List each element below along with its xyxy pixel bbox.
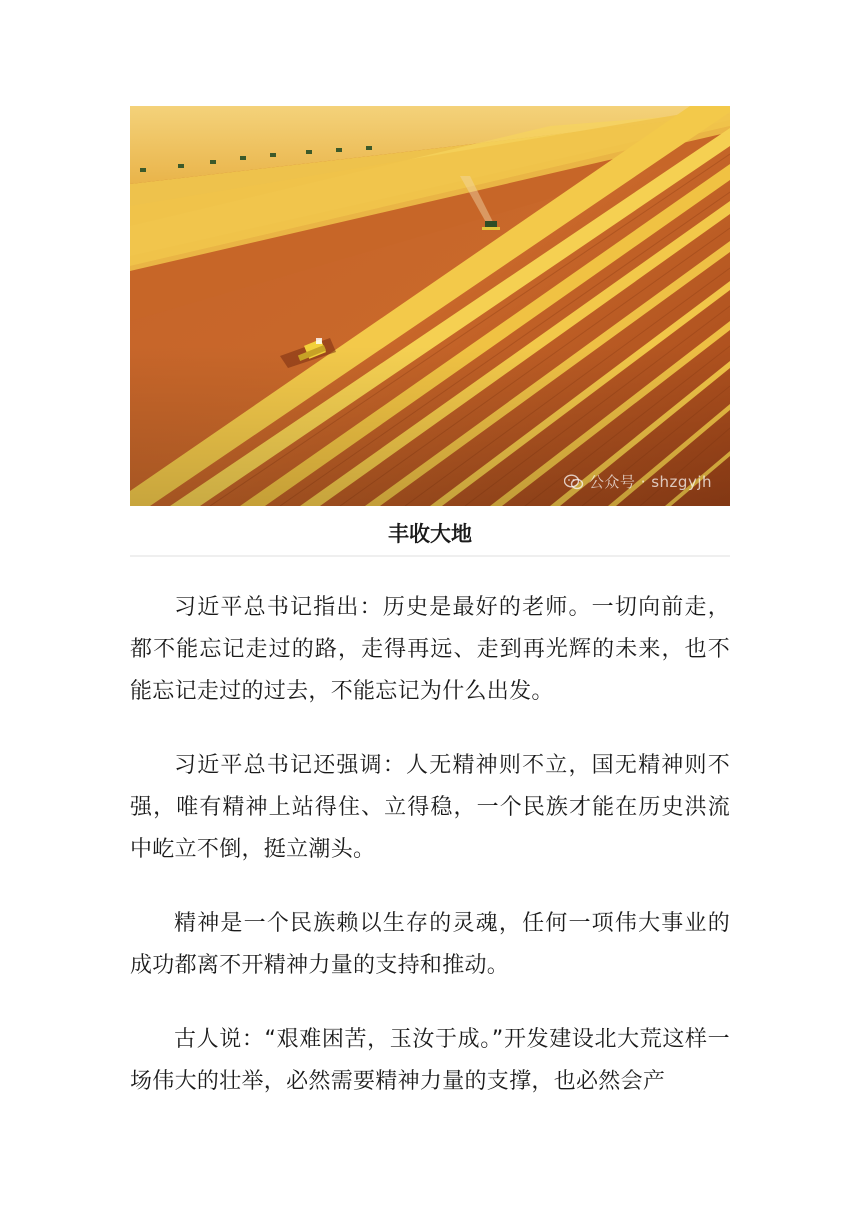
harvest-photo xyxy=(130,106,730,506)
wechat-icon xyxy=(564,474,584,490)
photo-caption: 丰收大地 xyxy=(388,522,472,546)
paragraph-1: 习近平总书记指出：历史是最好的老师。一切向前走，都不能忘记走过的路，走得再远、走到再光辉的未来，也不能忘记走过的过去，不能忘记为什么出发。 xyxy=(130,595,730,704)
watermark-text: 公众号 · shzgyjh xyxy=(588,473,712,491)
caption-divider xyxy=(130,555,730,557)
paragraph-4: 古人说：“艰难困苦，玉汝于成。”开发建设北大荒这样一场伟大的壮举，必然需要精神力量的支撑，也必然会产 xyxy=(130,1027,730,1094)
article-body xyxy=(130,587,730,1135)
paragraph-2: 习近平总书记还强调：人无精神则不立，国无精神则不强，唯有精神上站得住、立得稳，一个民族才能在历史洪流中屹立不倒，挺立潮头。 xyxy=(130,753,730,862)
paragraph-3: 精神是一个民族赖以生存的灵魂，任何一项伟大事业的成功都离不开精神力量的支持和推动。 xyxy=(130,911,730,978)
watermark xyxy=(564,471,712,492)
harvest-field-illustration xyxy=(130,106,730,506)
